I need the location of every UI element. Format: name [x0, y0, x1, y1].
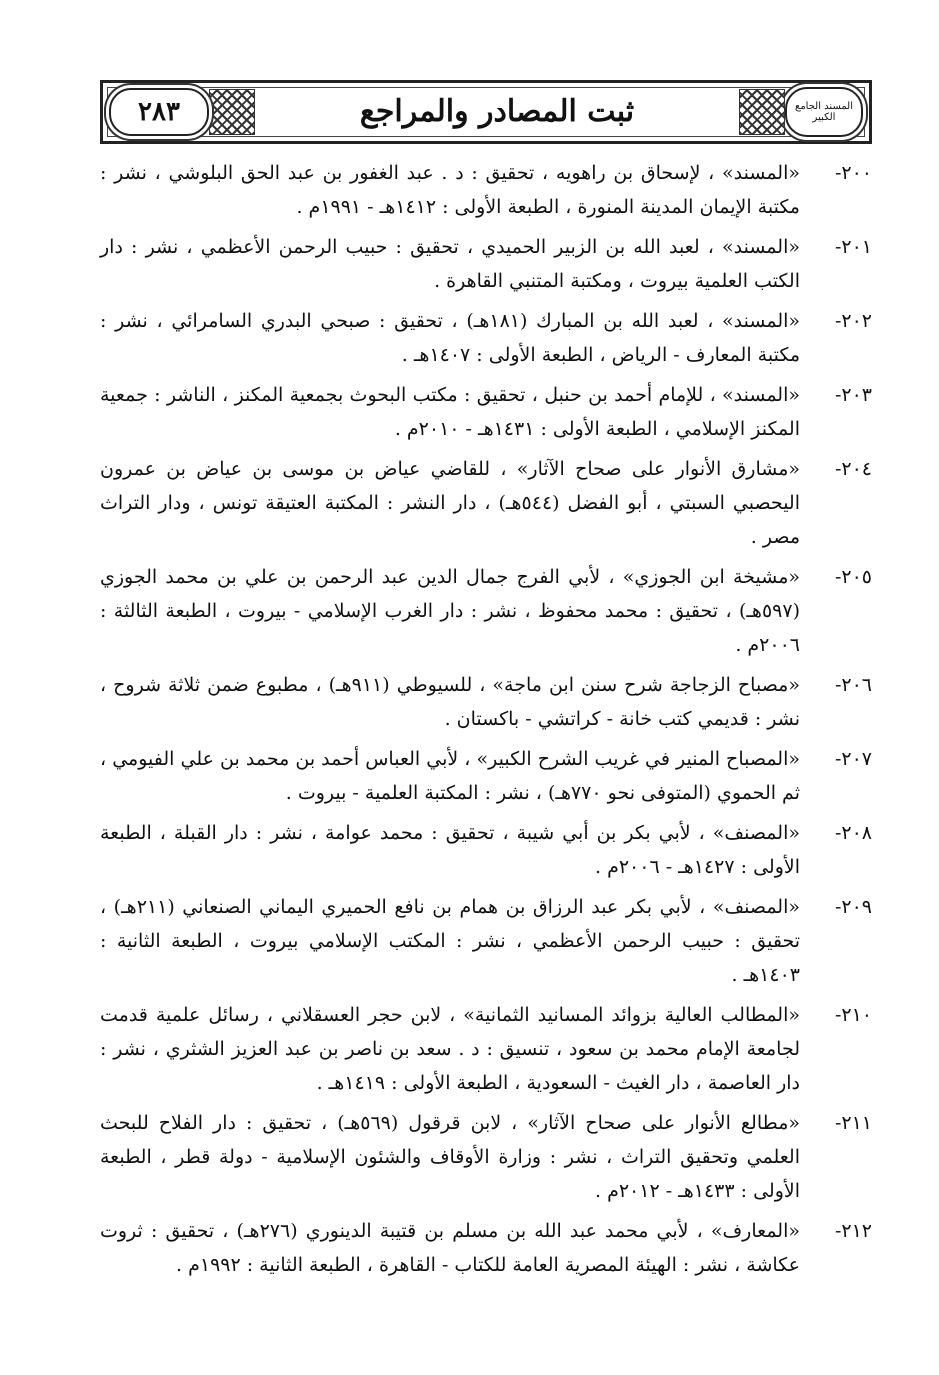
bibliography-entry: [100, 230, 872, 298]
page-header: [100, 80, 872, 144]
medallion-text: المسند الجامع الكبير: [795, 101, 853, 123]
bibliography-entry: [100, 998, 872, 1100]
entry-number: ٢٠٧-: [834, 748, 872, 770]
entry-text: «مشيخة ابن الجوزي» ، لأبي الفرج جمال الدين عبد الرحمن بن علي بن محمد الجوزي (٥٩٧هـ) ، تحقيق : محمد محفوظ ، نشر : دار الغرب الإسلامي - بيروت ، الطبعة الثالثة : ٢٠٠٦م .: [100, 566, 800, 656]
entry-number: ٢٠٩-: [834, 896, 872, 918]
entry-number: ٢١٠-: [834, 1004, 872, 1026]
entry-number: ٢٠٤-: [834, 458, 872, 480]
entry-text: «المعارف» ، لأبي محمد عبد الله بن مسلم بن قتيبة الدينوري (٢٧٦هـ) ، تحقيق : ثروت عكاشة ، نشر : الهيئة المصرية العامة للكتاب - القاهرة ، الطبعة الثانية : ١٩٩٢م .: [100, 1220, 800, 1276]
entry-text: «مصباح الزجاجة شرح سنن ابن ماجة» ، للسيوطي (٩١١هـ) ، مطبوع ضمن ثلاثة شروح ، نشر : قديمي كتب خانة - كراتشي - باكستان .: [100, 674, 800, 730]
entry-text: «المصنف» ، لأبي بكر عبد الرزاق بن همام بن نافع الحميري اليماني الصنعاني (٢١١هـ) ، تحقيق : حبيب الرحمن الأعظمي ، نشر : المكتب الإسلامي بيروت ، الطبعة الثانية : ١٤٠٣هـ .: [100, 896, 801, 986]
bibliography-entry: [100, 378, 872, 446]
entry-number: ٢١٢-: [834, 1220, 872, 1242]
page-number: ٢٨٣: [109, 88, 209, 136]
bibliography-entry: [100, 890, 872, 992]
book-logo-medallion: [785, 87, 863, 137]
entry-text: «المصنف» ، لأبي بكر بن أبي شيبة ، تحقيق : محمد عوامة ، نشر : دار القبلة ، الطبعة الأولى : ١٤٢٧هـ - ٢٠٠٦م .: [100, 822, 800, 878]
entry-text: «المسند» ، لعبد الله بن المبارك (١٨١هـ) ، تحقيق : صبحي البدري السامرائي ، نشر : مكتبة المعارف - الرياض ، الطبعة الأولى : ١٤٠٧هـ .: [100, 310, 801, 366]
bibliography-entry: [100, 452, 872, 554]
entry-number: ٢٠٣-: [834, 384, 872, 406]
entry-text: «مشارق الأنوار على صحاح الآثار» ، للقاضي عياض بن موسى بن عياض بن عمرون اليحصبي السبتي ، أبو الفضل (٥٤٤هـ) ، دار النشر : المكتبة العتيقة تونس ، ودار التراث مصر .: [100, 458, 800, 548]
entry-number: ٢١١-: [834, 1112, 872, 1134]
entry-number: ٢٠١-: [834, 236, 872, 258]
entry-text: «المسند» ، للإمام أحمد بن حنبل ، تحقيق : مكتب البحوث بجمعية المكنز ، الناشر : جمعية المكنز الإسلامي ، الطبعة الأولى : ١٤٣١هـ - ٢٠١٠م .: [100, 384, 800, 440]
entry-text: «مطالع الأنوار على صحاح الآثار» ، لابن قرقول (٥٦٩هـ) ، تحقيق : دار الفلاح للبحث العلمي وتحقيق التراث ، نشر : وزارة الأوقاف والشئون الإسلامية - دولة قطر ، الطبعة الأولى : ١٤٣٣هـ - ٢٠١٢م .: [100, 1112, 800, 1202]
entry-number: ٢٠٢-: [834, 310, 872, 332]
bibliography-entry: [100, 304, 872, 372]
bibliography-entry: [100, 1214, 872, 1282]
ornament-left: [209, 89, 255, 135]
bibliography-list: [100, 156, 872, 1288]
ornament-right: [739, 89, 785, 135]
bibliography-entry: [100, 816, 872, 884]
entry-number: ٢٠٥-: [834, 566, 872, 588]
bibliography-entry: [100, 560, 872, 662]
bibliography-entry: [100, 1106, 872, 1208]
entry-text: «المسند» ، لعبد الله بن الزبير الحميدي ، تحقيق : حبيب الرحمن الأعظمي ، نشر : دار الكتب العلمية بيروت ، ومكتبة المتنبي القاهرة .: [100, 236, 800, 292]
bibliography-entry: [100, 742, 872, 810]
entry-number: ٢٠٦-: [834, 674, 872, 696]
page-title: ثبت المصادر والمراجع: [265, 90, 729, 134]
entry-number: ٢٠٨-: [834, 822, 872, 844]
bibliography-entry: [100, 668, 872, 736]
bibliography-entry: [100, 156, 872, 224]
entry-text: «المطالب العالية بزوائد المسانيد الثمانية» ، لابن حجر العسقلاني ، رسائل علمية قدمت لجامعة الإمام محمد بن سعود ، تنسيق : د . سعد بن ناصر بن عبد العزيز الشثري ، نشر : دار العاصمة ، دار الغيث - السعودية ، الطبعة الأولى : ١٤١٩هـ .: [100, 1004, 800, 1094]
entry-text: «المسند» ، لإسحاق بن راهويه ، تحقيق : د . عبد الغفور بن عبد الحق البلوشي ، نشر : مكتبة الإيمان المدينة المنورة ، الطبعة الأولى : ١٤١٢هـ - ١٩٩١م .: [100, 162, 800, 218]
entry-number: ٢٠٠-: [834, 162, 872, 184]
entry-text: «المصباح المنير في غريب الشرح الكبير» ، لأبي العباس أحمد بن محمد بن علي الفيومي ، ثم الحموي (المتوفى نحو ٧٧٠هـ) ، نشر : المكتبة العلمية - بيروت .: [100, 748, 800, 804]
